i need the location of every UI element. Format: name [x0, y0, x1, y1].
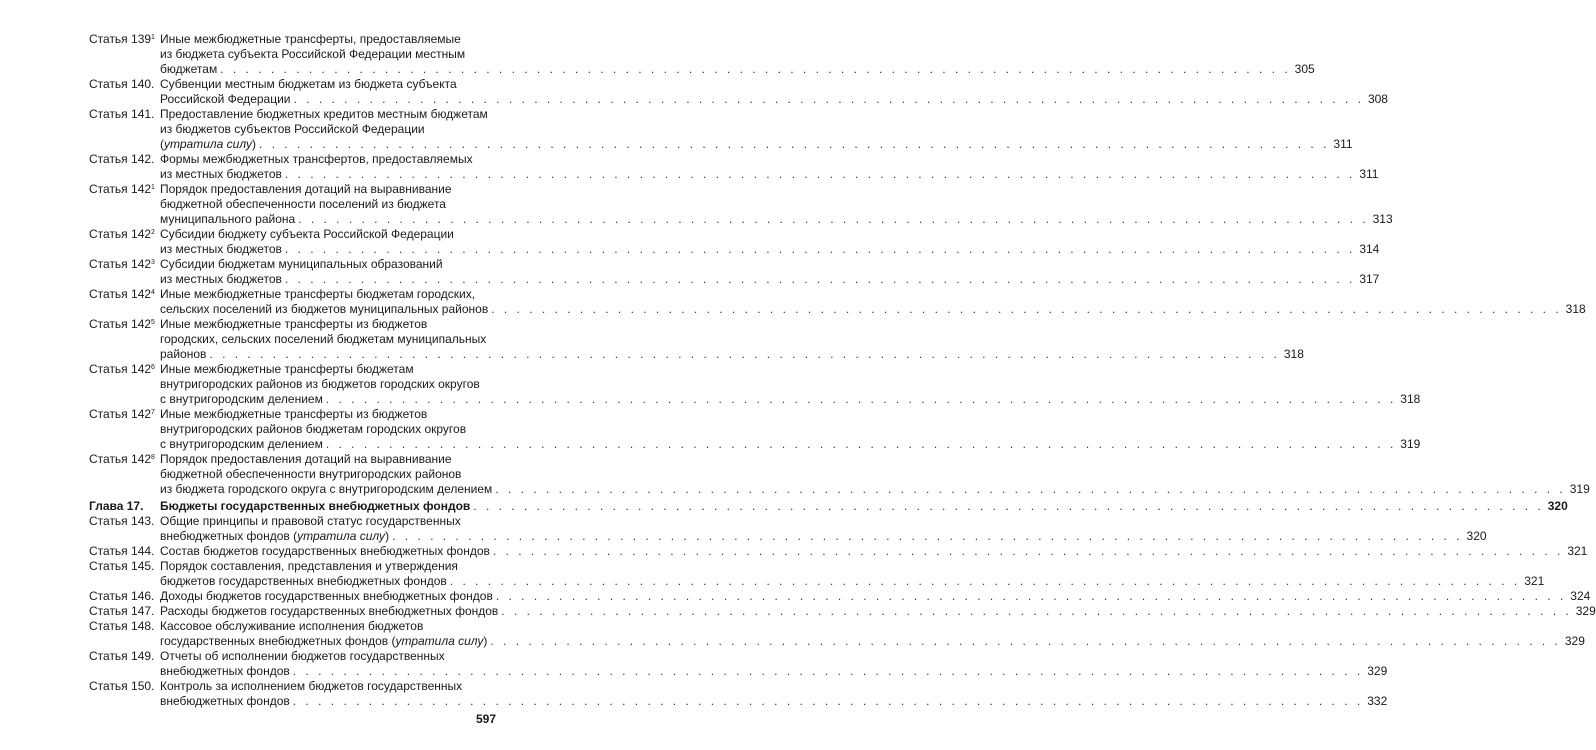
entry-label [89, 317, 160, 332]
entry-label [89, 287, 160, 302]
entry-label [89, 514, 160, 529]
toc-entry [89, 182, 1393, 227]
entry-title-line: из бюджетов субъектов Российской Федерации [160, 122, 425, 136]
dot-leader [290, 664, 1363, 679]
dot-leader [490, 544, 1563, 559]
entry-title-line: Иные межбюджетные трансферты бюджетам [160, 362, 414, 376]
toc-entry [89, 317, 1304, 362]
entry-label [89, 604, 160, 619]
entry-page-number: 332 [1367, 694, 1388, 708]
entry-title-line: из местных бюджетов [160, 242, 282, 256]
entry-label-text: Статья 144. [89, 544, 155, 558]
entry-page-number: 305 [1294, 62, 1315, 76]
entry-label [89, 227, 160, 242]
dot-leader [282, 242, 1355, 257]
entry-title-line: районов [160, 347, 207, 361]
entry-title-line: бюджетам [160, 62, 218, 76]
entry-page-number: 329 [1575, 604, 1596, 618]
entry-title-line: внутригородских районов из бюджетов городских округов [160, 377, 480, 391]
entry-label [89, 407, 160, 422]
entry-label-text: Статья 145. [89, 559, 155, 573]
entry-title-line: Порядок предоставления дотаций на выравнивание [160, 182, 452, 196]
entry-label-text: Глава 17. [89, 499, 144, 513]
entry-title-line: Иные межбюджетные трансферты из бюджетов [160, 317, 428, 331]
entry-title-line: из бюджета субъекта Российской Федерации местным [160, 47, 466, 61]
entry-label [89, 152, 160, 167]
entry-title-line: из бюджета городского округа с внутригородским делением [160, 482, 493, 496]
entry-label-text: Статья 142 [89, 182, 152, 196]
entry-label-text: Статья 149. [89, 649, 155, 663]
entry-page-number: 318 [1565, 302, 1586, 316]
entry-label [89, 619, 160, 634]
entry-label-text: Статья 142 [89, 287, 152, 301]
entry-title-line: Субвенции местным бюджетам из бюджета субъекта [160, 77, 457, 91]
entry-title-line: с внутригородским делением [160, 392, 323, 406]
table-of-contents [89, 32, 1596, 709]
toc-entry [89, 589, 1591, 604]
entry-label [89, 589, 160, 604]
entry-title-line: из местных бюджетов [160, 167, 282, 181]
entry-page-number: 320 [1547, 499, 1568, 513]
dot-leader [447, 574, 1520, 589]
entry-label-text: Статья 141. [89, 107, 155, 121]
entry-title-line: Иные межбюджетные трансферты, предоставляемые [160, 32, 461, 46]
entry-label-text: Статья 142 [89, 452, 152, 466]
entry-title-line: государственных внебюджетных фондов (утратила силу) [160, 634, 488, 648]
entry-label [89, 107, 160, 122]
entry-label-text: Статья 146. [89, 589, 155, 603]
dot-leader [498, 604, 1571, 619]
entry-title-line: городских, сельских поселений бюджетам муниципальных [160, 332, 487, 346]
toc-entry [89, 619, 1585, 649]
dot-leader [488, 302, 1561, 317]
entry-label-text: Статья 142 [89, 362, 152, 376]
entry-title-line: Бюджеты государственных внебюджетных фондов [160, 499, 471, 513]
entry-title-line: бюджетной обеспеченности внутригородских районов [160, 467, 462, 481]
entry-label-text: Статья 142 [89, 407, 152, 421]
entry-title-line: внебюджетных фондов (утратила силу) [160, 529, 390, 543]
entry-label [89, 32, 160, 47]
entry-title-line: бюджетов государственных внебюджетных фондов [160, 574, 447, 588]
entry-title-line: Отчеты об исполнении бюджетов государственных [160, 649, 445, 663]
entry-label [89, 649, 160, 664]
entry-page-number: 318 [1400, 392, 1421, 406]
dot-leader [291, 92, 1364, 107]
toc-entry [89, 604, 1596, 619]
entry-title-line: Российской Федерации [160, 92, 291, 106]
entry-label-text: Статья 142 [89, 257, 152, 271]
entry-label-superscript: 3 [151, 259, 155, 266]
toc-entry [89, 452, 1590, 497]
entry-label [89, 679, 160, 694]
entry-title-line: Иные межбюджетные трансферты из бюджетов [160, 407, 428, 421]
entry-title-line: Порядок составления, представления и утверждения [160, 559, 458, 573]
entry-label-text: Статья 142 [89, 227, 152, 241]
dot-leader [492, 482, 1565, 497]
dot-leader [470, 499, 1543, 514]
page-number: 597 [476, 712, 497, 726]
entry-page-number: 329 [1564, 634, 1585, 648]
entry-page-number: 308 [1367, 92, 1388, 106]
entry-title-line: Доходы бюджетов государственных внебюджетных фондов [160, 589, 493, 603]
entry-page-number: 313 [1372, 212, 1393, 226]
entry-title-line: внебюджетных фондов [160, 664, 290, 678]
toc-entry [89, 32, 1315, 77]
entry-page-number: 311 [1333, 137, 1353, 151]
dot-leader [487, 634, 1560, 649]
toc-chapter [89, 499, 1568, 514]
entry-title-line: Иные межбюджетные трансферты бюджетам городских, [160, 287, 476, 301]
toc-entry [89, 559, 1545, 589]
entry-title-line: Субсидии бюджетам муниципальных образований [160, 257, 443, 271]
toc-entry [89, 679, 1388, 709]
toc-entry [89, 407, 1421, 452]
entry-title-line: Кассовое обслуживание исполнения бюджетов [160, 619, 424, 633]
entry-label-text: Статья 147. [89, 604, 155, 618]
entry-title-line: сельских поселений из бюджетов муниципальных районов [160, 302, 489, 316]
entry-page-number: 329 [1367, 664, 1388, 678]
entry-label-superscript: 7 [151, 409, 155, 416]
toc-entry [89, 362, 1421, 407]
entry-label-text: Статья 142 [89, 317, 152, 331]
entry-title-line: Субсидии бюджету субъекта Российской Федерации [160, 227, 454, 241]
entry-label [89, 499, 160, 514]
toc-entry [89, 287, 1586, 317]
dot-leader [389, 529, 1462, 544]
dot-leader [217, 62, 1290, 77]
entry-page-number: 321 [1567, 544, 1588, 558]
toc-entry [89, 514, 1487, 544]
toc-entry [89, 227, 1380, 257]
entry-label-text: Статья 148. [89, 619, 155, 633]
entry-label [89, 559, 160, 574]
entry-label-superscript: 4 [151, 289, 155, 296]
entry-label-superscript: 5 [151, 319, 155, 326]
entry-title-line: бюджетной обеспеченности поселений из бюджета [160, 197, 446, 211]
toc-entry [89, 107, 1353, 152]
dot-leader [282, 167, 1355, 182]
entry-page-number: 311 [1359, 167, 1379, 181]
entry-title-line: с внутригородским делением [160, 437, 323, 451]
dot-leader [323, 437, 1396, 452]
entry-title-line: (утратила силу) [160, 137, 256, 151]
entry-title-line: Расходы бюджетов государственных внебюджетных фондов [160, 604, 499, 618]
entry-title-line: Порядок предоставления дотаций на выравнивание [160, 452, 452, 466]
entry-page-number: 314 [1359, 242, 1380, 256]
entry-label [89, 257, 160, 272]
entry-title-line: Состав бюджетов государственных внебюджетных фондов [160, 544, 490, 558]
entry-label-superscript: 1 [151, 34, 155, 41]
entry-title-line: внебюджетных фондов [160, 694, 290, 708]
entry-label [89, 362, 160, 377]
entry-title-line: Общие принципы и правовой статус государственных [160, 514, 461, 528]
dot-leader [282, 272, 1355, 287]
entry-page-number: 317 [1359, 272, 1380, 286]
entry-label-text: Статья 150. [89, 679, 155, 693]
toc-entry [89, 257, 1380, 287]
entry-page-number: 318 [1283, 347, 1304, 361]
dot-leader [493, 589, 1566, 604]
entry-label-text: Статья 139 [89, 32, 152, 46]
entry-page-number: 319 [1569, 482, 1590, 496]
toc-entry [89, 649, 1388, 679]
dot-leader [323, 392, 1396, 407]
entry-label [89, 182, 160, 197]
toc-entry [89, 544, 1588, 559]
entry-label-superscript: 8 [151, 454, 155, 461]
entry-page-number: 321 [1524, 574, 1545, 588]
entry-label-text: Статья 140. [89, 77, 155, 91]
entry-title-line: муниципального района [160, 212, 296, 226]
dot-leader [295, 212, 1368, 227]
toc-entry [89, 152, 1379, 182]
toc-entry [89, 77, 1388, 107]
entry-label [89, 77, 160, 92]
dot-leader [206, 347, 1279, 362]
entry-label-text: Статья 142. [89, 152, 155, 166]
entry-label-text: Статья 143. [89, 514, 155, 528]
entry-title-line: Формы межбюджетных трансфертов, предоставляемых [160, 152, 473, 166]
dot-leader [256, 137, 1329, 152]
entry-label-superscript: 1 [151, 184, 155, 191]
entry-page-number: 320 [1466, 529, 1487, 543]
entry-label-superscript: 2 [151, 229, 155, 236]
entry-label [89, 544, 160, 559]
entry-page-number: 324 [1570, 589, 1591, 603]
entry-title-line: из местных бюджетов [160, 272, 282, 286]
entry-page-number: 319 [1400, 437, 1421, 451]
entry-title-line: Контроль за исполнением бюджетов государственных [160, 679, 463, 693]
entry-title-line: Предоставление бюджетных кредитов местным бюджетам [160, 107, 488, 121]
entry-label-superscript: 6 [151, 364, 155, 371]
entry-title-line: внутригородских районов бюджетам городских округов [160, 422, 467, 436]
entry-label [89, 452, 160, 467]
dot-leader [290, 694, 1363, 709]
